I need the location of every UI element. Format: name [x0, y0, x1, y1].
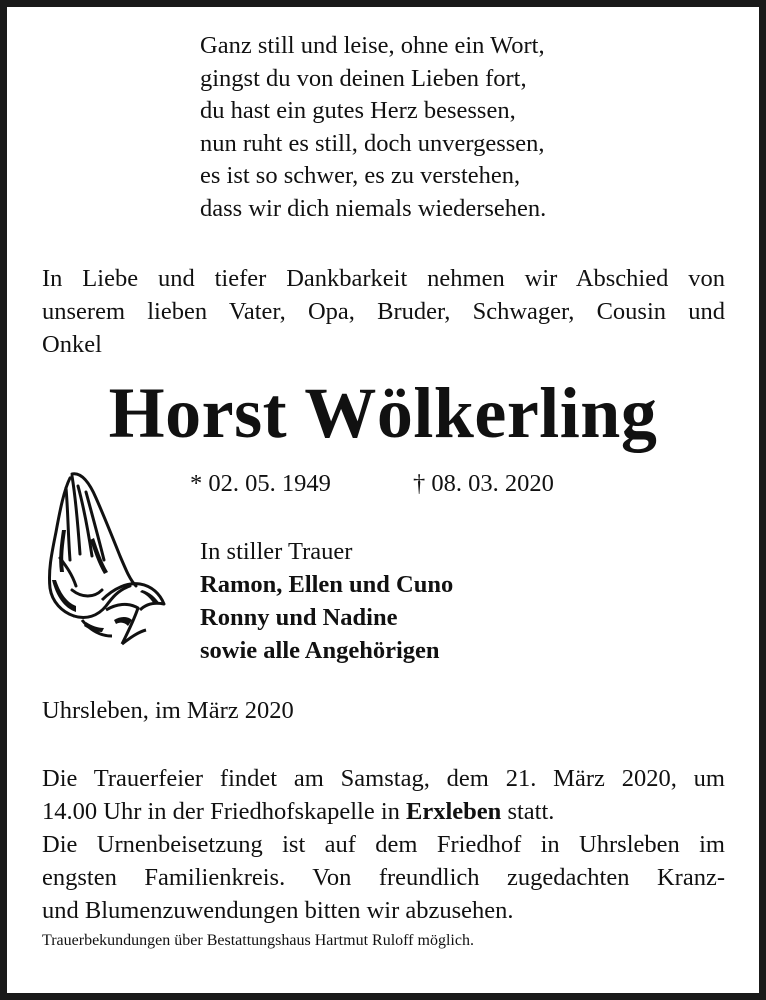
- mourner-names: sowie alle Angehörigen: [200, 637, 440, 664]
- farewell-intro: [42, 262, 725, 361]
- mourner-names: Ronny und Nadine: [200, 604, 398, 631]
- footer-note: Trauerbekundungen über Bestattungshaus Hartmut Ruloff möglich.: [42, 932, 474, 949]
- birth-date: * 02. 05. 1949: [190, 470, 331, 497]
- poem-line: es ist so schwer, es zu verstehen,: [200, 162, 521, 189]
- poem-line: dass wir dich niemals wiedersehen.: [200, 194, 547, 222]
- intro-line: In Liebe und tiefer Dankbarkeit nehmen wir Abschied von: [42, 265, 725, 292]
- funeral-info: [42, 762, 725, 927]
- funeral-line: und Blumenzuwendungen bitten wir abzusehen.: [42, 897, 514, 924]
- funeral-line: Die Urnenbeisetzung ist auf dem Friedhof in Uhrsleben im: [42, 831, 725, 858]
- funeral-line: engsten Familienkreis. Von freundlich zugedachten Kranz-: [42, 864, 725, 891]
- funeral-line: Die Trauerfeier findet am Samstag, dem 21. März 2020, um: [42, 765, 725, 792]
- praying-hands-icon: [42, 470, 170, 652]
- place-date: Uhrsleben, im März 2020: [42, 697, 294, 724]
- poem-line: gingst du von deinen Lieben fort,: [200, 64, 527, 92]
- funeral-line: [42, 795, 725, 828]
- funeral-text: statt.: [501, 798, 555, 825]
- death-date: † 08. 03. 2020: [413, 470, 554, 497]
- mourners-block: [200, 535, 453, 667]
- poem-line: Ganz still und leise, ohne ein Wort,: [200, 32, 545, 59]
- deceased-name: Horst Wölkerling: [108, 373, 658, 453]
- poem-line: nun ruht es still, doch unvergessen,: [200, 129, 545, 157]
- intro-line: Onkel: [42, 331, 102, 358]
- mourning-intro: In stiller Trauer: [200, 538, 353, 565]
- poem: [200, 30, 546, 225]
- poem-line: du hast ein gutes Herz besessen,: [200, 97, 516, 124]
- funeral-text: 14.00 Uhr in der Friedhofskapelle in: [42, 798, 407, 825]
- funeral-location: Erxleben: [406, 798, 502, 825]
- mourner-names: Ramon, Ellen und Cuno: [200, 571, 454, 598]
- intro-line: unserem lieben Vater, Opa, Bruder, Schwager, Cousin und: [42, 298, 725, 325]
